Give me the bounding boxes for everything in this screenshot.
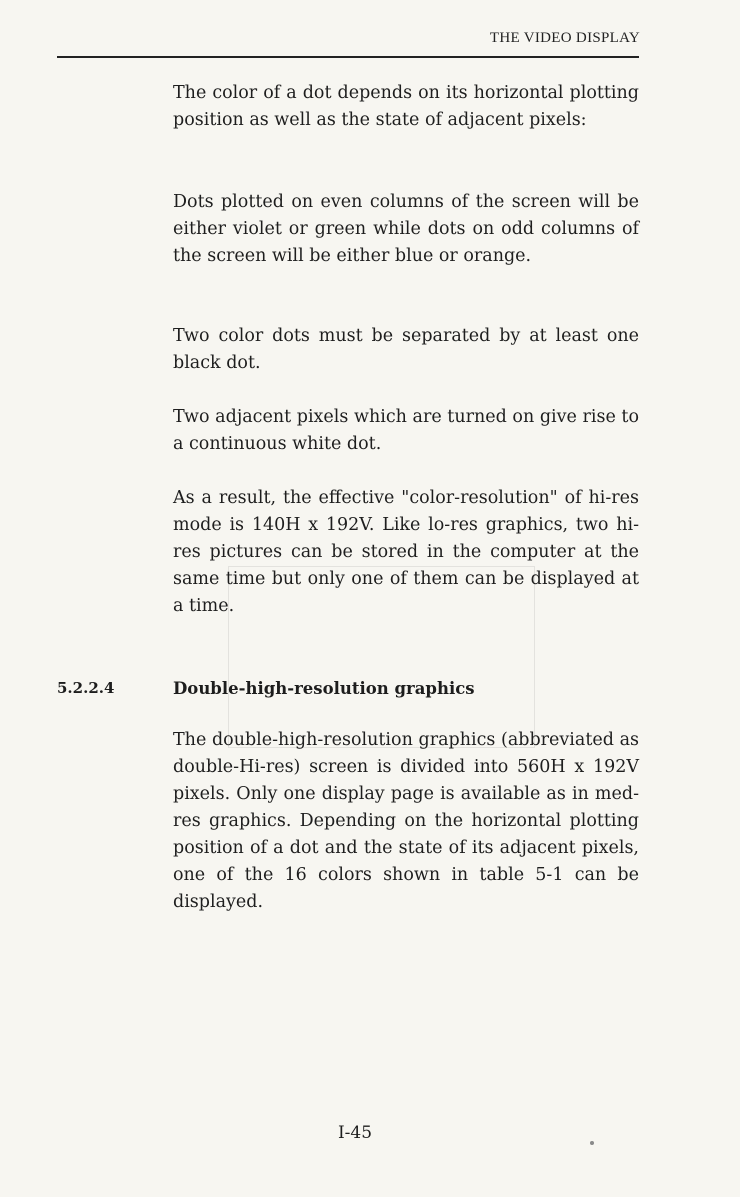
running-header: THE VIDEO DISPLAY [489,30,640,46]
paragraph-color-depends: The color of a dot depends on its horizontal plotting position as well as the state of adjacent pixels: [173,83,639,130]
paper-speck [590,1141,594,1145]
paragraph-color-resolution: As a result, the effective "color-resolution" of hi-res mode is 140H x 192V. Like lo-res graphics, two hi-res pictures can be stored in the computer at the same time but only one of them can be displayed at a time. [173,488,639,616]
paragraph-white-dot: Two adjacent pixels which are turned on give rise to a continuous white dot. [173,407,639,454]
header-rule [57,56,639,58]
paragraph-double-hires: The double-high-resolution graphics (abbreviated as double-Hi-res) screen is divided into 560H x 192V pixels. Only one display page is available as in med-res graphics. Depending on the horizontal plotting position of a dot and the state of its adjacent pixels, one of the 16 colors shown in table 5-1 can be displayed. [173,730,639,912]
paragraph-black-dot-separation: Two color dots must be separated by at least one black dot. [173,326,639,373]
section-number: 5.2.2.4 [57,679,115,697]
paragraph-even-odd-columns: Dots plotted on even columns of the screen will be either violet or green while dots on odd columns of the screen will be either blue or orange. [173,192,639,266]
page-number: I-45 [337,1123,373,1143]
section-heading: Double-high-resolution graphics [173,679,475,698]
